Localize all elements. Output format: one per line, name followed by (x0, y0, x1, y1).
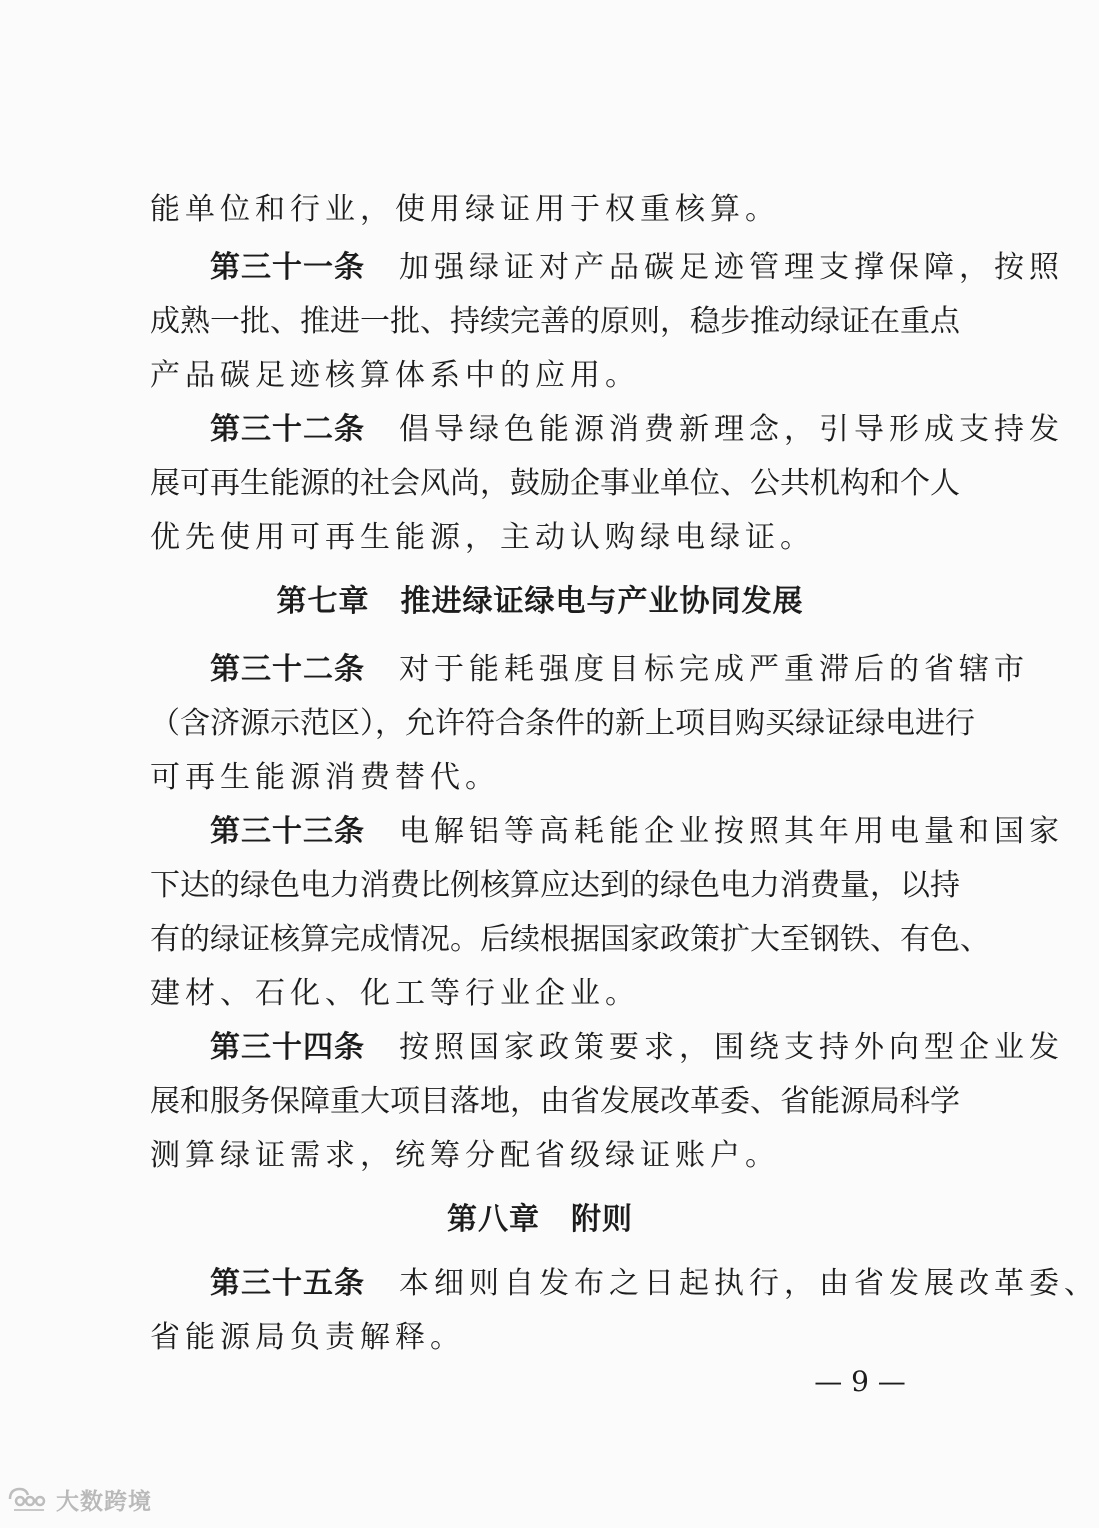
article-title: 第三十四条 (210, 1030, 365, 1065)
article-35-first-line (210, 1262, 1099, 1306)
paragraph-line: 省能源局负责解释。 (150, 1320, 465, 1355)
paragraph-line: 能单位和行业，使用绿证用于权重核算。 (150, 192, 780, 227)
article-32-first-line (210, 648, 1029, 692)
article-title: 第三十二条 (210, 412, 365, 447)
paragraph-line: 倡导绿色能源消费新理念，引导形成支持发 (399, 412, 1064, 447)
paragraph-line: 可再生能源消费替代。 (150, 760, 500, 795)
paragraph-line: 建材、石化、化工等行业企业。 (150, 976, 640, 1011)
paragraph-line: 产品碳足迹核算体系中的应用。 (150, 358, 640, 393)
article-34-first-line (210, 1026, 1064, 1070)
paragraph-line: 对于能耗强度目标完成严重滞后的省辖市 (399, 652, 1029, 687)
paragraph-line: 展和服务保障重大项目落地，由省发展改革委、省能源局科学 (150, 1084, 960, 1119)
paragraph-line: 按照国家政策要求，围绕支持外向型企业发 (399, 1030, 1064, 1065)
chapter-heading: 第七章 推进绿证绿电与产业协同发展 (276, 584, 804, 619)
watermark-text: 大数跨境 (56, 1488, 152, 1515)
article-33-first-line (210, 810, 1064, 854)
watermark (6, 1482, 152, 1516)
paragraph-line: 成熟一批、推进一批、持续完善的原则，稳步推动绿证在重点 (150, 304, 960, 339)
paragraph-line: 测算绿证需求，统筹分配省级绿证账户。 (150, 1138, 780, 1173)
paragraph-line: 电解铝等高耗能企业按照其年用电量和国家 (399, 814, 1064, 849)
paragraph-line: 有的绿证核算完成情况。后续根据国家政策扩大至钢铁、有色、 (150, 922, 990, 957)
paragraph-line: （含济源示范区），允许符合条件的新上项目购买绿证绿电进行 (150, 706, 975, 741)
article-31-first-line (210, 246, 1064, 290)
article-32-first-line (210, 408, 1064, 452)
article-title: 第三十五条 (210, 1266, 365, 1301)
paragraph-line: 下达的绿色电力消费比例核算应达到的绿色电力消费量，以持 (150, 868, 960, 903)
chapter-heading: 第八章 附则 (447, 1202, 633, 1237)
paragraph-line: 加强绿证对产品碳足迹管理支撑保障，按照 (399, 250, 1064, 285)
article-title: 第三十三条 (210, 814, 365, 849)
paragraph-line: 优先使用可再生能源，主动认购绿电绿证。 (150, 520, 815, 555)
article-title: 第三十一条 (210, 250, 365, 285)
article-title: 第三十二条 (210, 652, 365, 687)
paragraph-line: 本细则自发布之日起执行，由省发展改革委、 (399, 1266, 1099, 1301)
page-number: — 9 — (814, 1365, 906, 1398)
paragraph-line: 展可再生能源的社会风尚，鼓励企事业单位、公共机构和个人 (150, 466, 960, 501)
brand-logo-icon (6, 1484, 50, 1514)
